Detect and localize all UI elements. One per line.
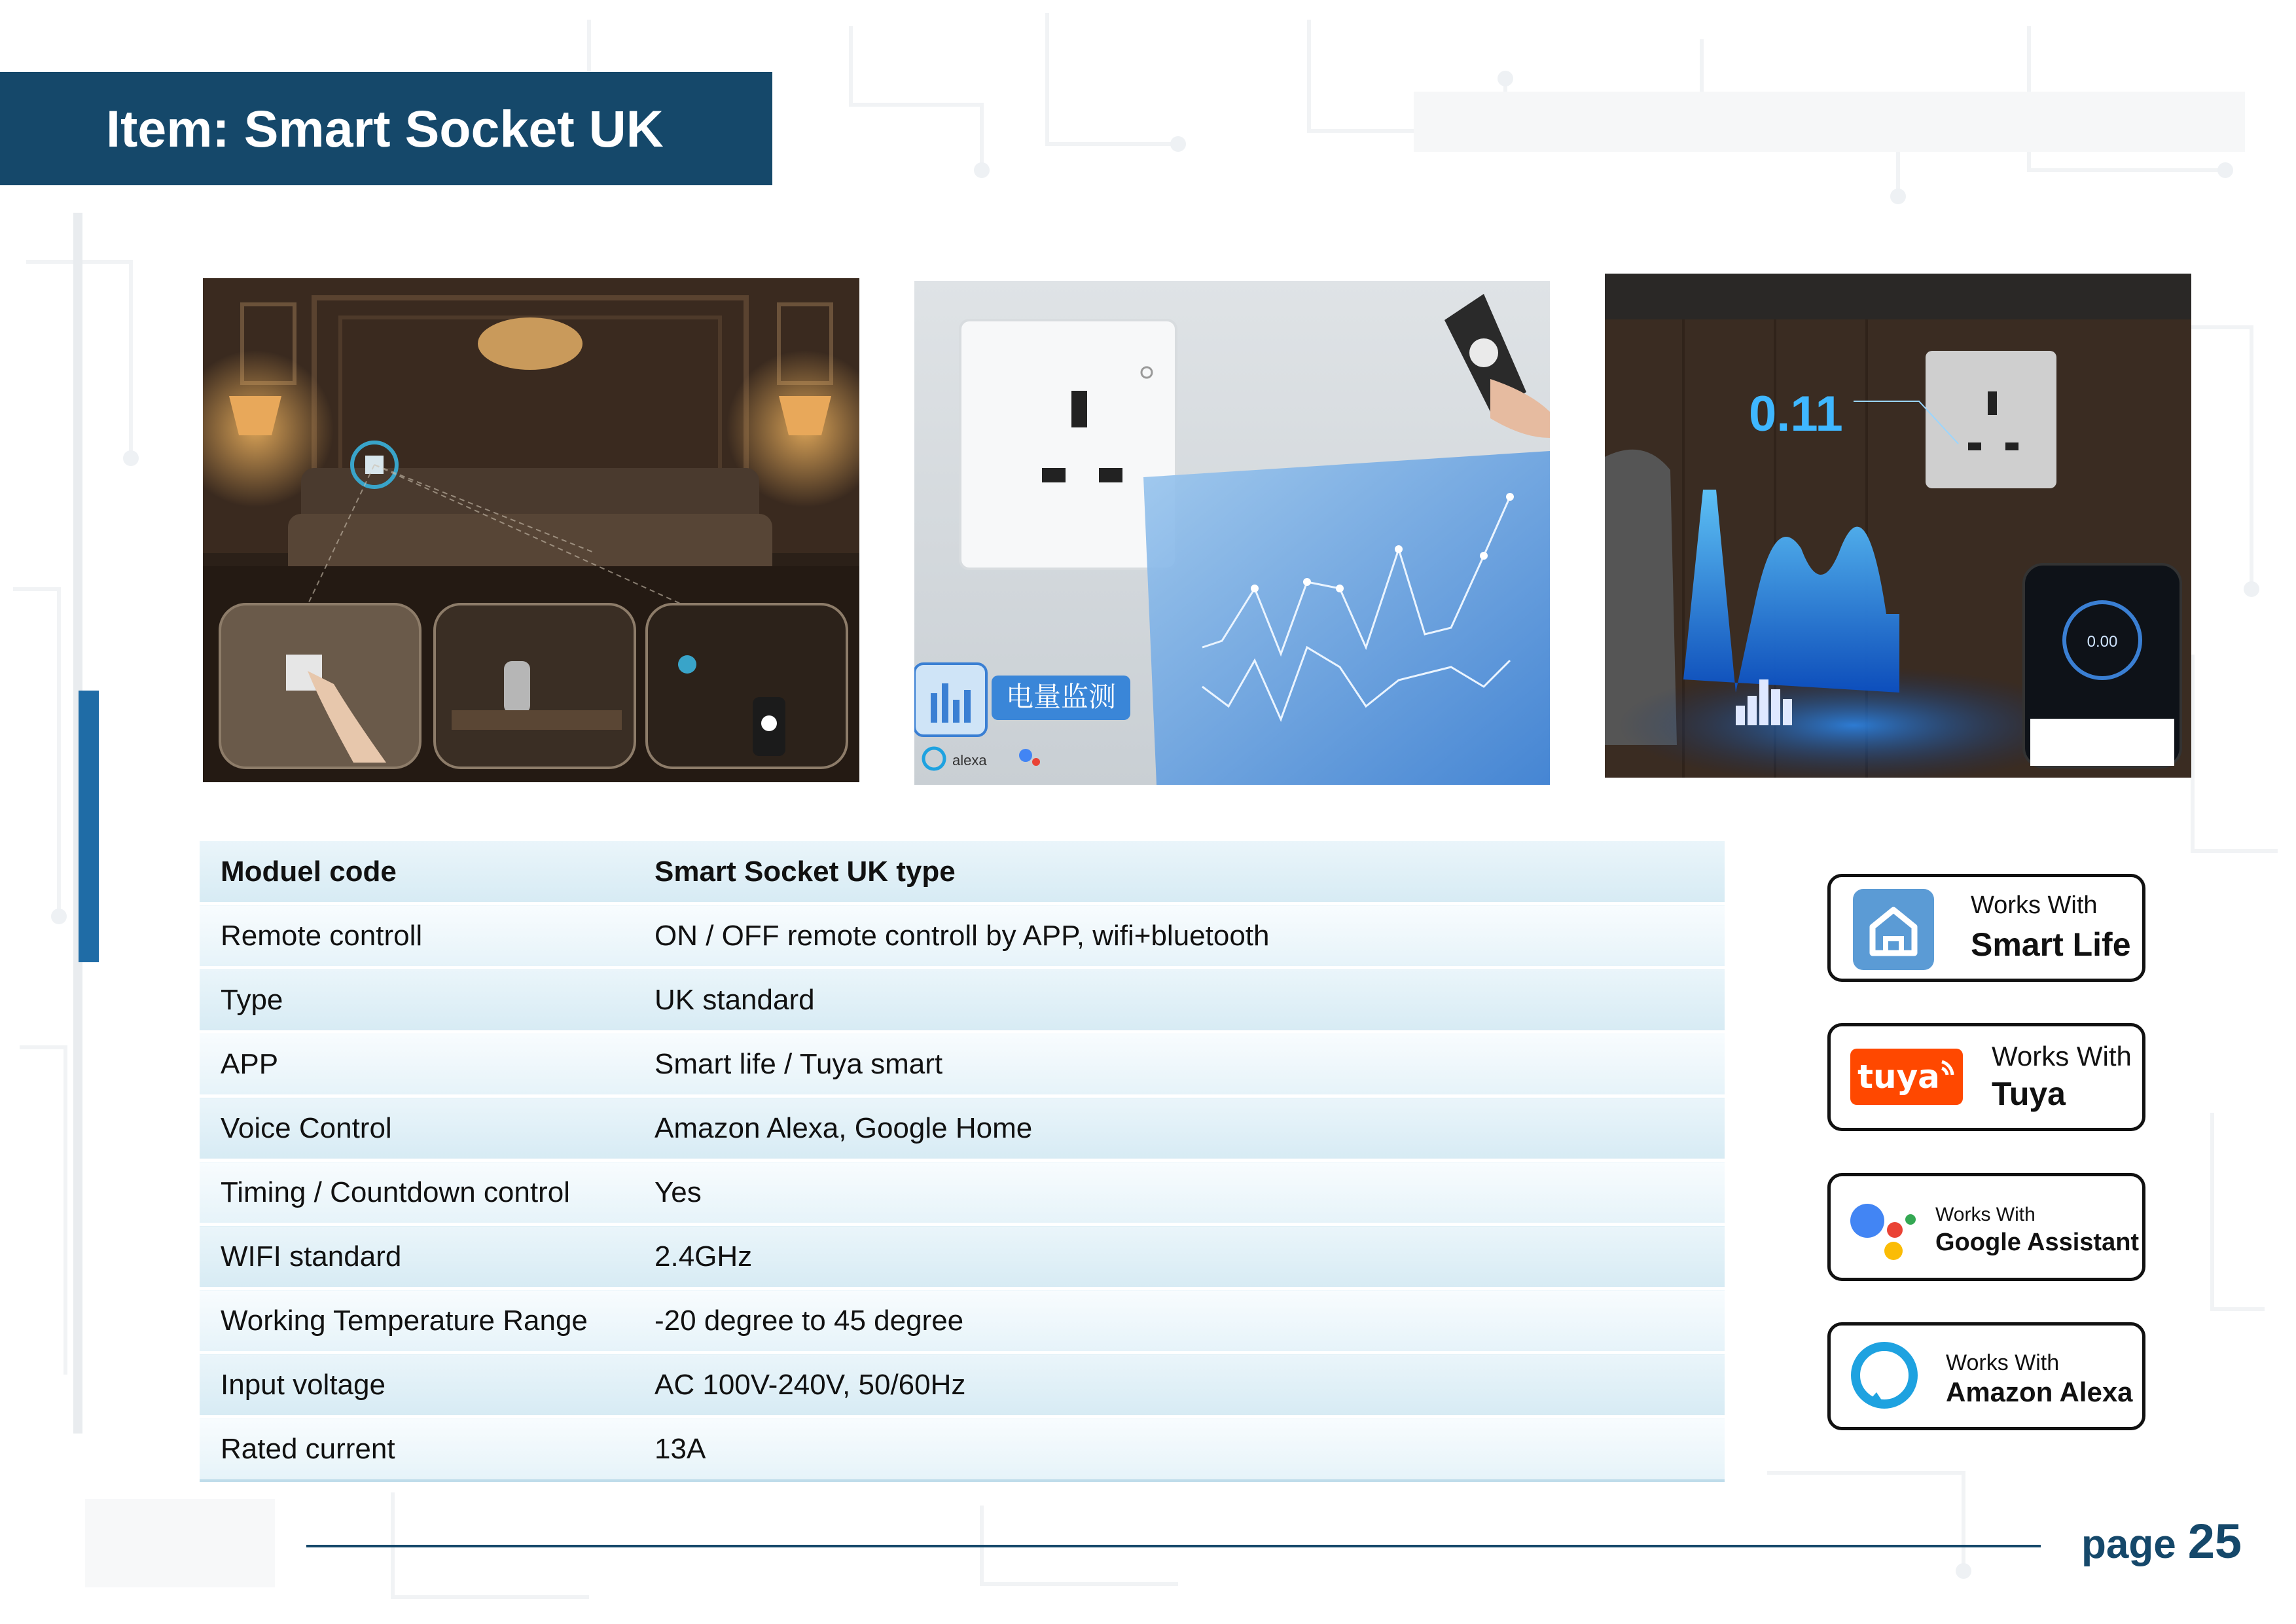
spec-value: Yes xyxy=(655,1161,1725,1225)
spec-key: Working Temperature Range xyxy=(200,1289,655,1353)
smart-life-icon xyxy=(1853,889,1934,970)
spec-value: 2.4GHz xyxy=(655,1225,1725,1289)
footer-decor xyxy=(85,1499,275,1587)
table-row xyxy=(200,1225,1725,1289)
table-row xyxy=(200,1161,1725,1225)
spec-key: Input voltage xyxy=(200,1353,655,1417)
table-row xyxy=(200,1417,1725,1481)
badge-name: Tuya xyxy=(1992,1075,2066,1112)
badge-name: Amazon Alexa xyxy=(1946,1377,2133,1407)
product-photo-energy-graph xyxy=(914,281,1550,785)
page-title: Item: Smart Socket UK xyxy=(0,72,772,185)
energy-reading: 0.11 xyxy=(1749,386,1843,442)
spec-key: Timing / Countdown control xyxy=(200,1161,655,1225)
page-label: page xyxy=(2081,1522,2176,1567)
spec-value: AC 100V-240V, 50/60Hz xyxy=(655,1353,1725,1417)
spec-value: Smart Socket UK type xyxy=(655,841,1725,904)
svg-text:alexa: alexa xyxy=(952,752,987,768)
spec-key: Remote controll xyxy=(200,904,655,968)
tuya-logo xyxy=(1850,1049,1963,1105)
badge-name: Google Assistant xyxy=(1935,1229,2140,1256)
spec-value: UK standard xyxy=(655,968,1725,1032)
svg-text:tuya: tuya xyxy=(1857,1058,1940,1096)
product-photo-energy-visual xyxy=(1605,274,2191,778)
google-assistant-icon xyxy=(1848,1196,1920,1261)
left-accent-bar xyxy=(79,691,99,962)
table-row xyxy=(200,904,1725,968)
table-row xyxy=(200,841,1725,904)
header-decor-bar xyxy=(1414,92,2245,152)
spec-value: Smart life / Tuya smart xyxy=(655,1032,1725,1096)
spec-key: WIFI standard xyxy=(200,1225,655,1289)
badge-works-with: Works With xyxy=(1946,1350,2060,1375)
energy-monitor-label: 电量监测 xyxy=(1005,681,1117,713)
works-with-tuya-badge xyxy=(1827,1023,2145,1131)
table-row xyxy=(200,968,1725,1032)
badge-works-with: Works With xyxy=(1971,892,2098,919)
spec-key: APP xyxy=(200,1032,655,1096)
page-number-value: 25 xyxy=(2187,1514,2242,1568)
page-number xyxy=(2081,1513,2242,1569)
spec-table xyxy=(200,841,1725,1482)
works-with-smart-life-badge xyxy=(1827,874,2145,982)
spec-key: Rated current xyxy=(200,1417,655,1481)
table-row xyxy=(200,1096,1725,1161)
table-row xyxy=(200,1289,1725,1353)
spec-value: 13A xyxy=(655,1417,1725,1481)
badge-name: Smart Life xyxy=(1971,926,2131,963)
spec-value: -20 degree to 45 degree xyxy=(655,1289,1725,1353)
badge-works-with: Works With xyxy=(1935,1204,2036,1225)
spec-key: Type xyxy=(200,968,655,1032)
alexa-icon xyxy=(1848,1340,1921,1413)
table-row xyxy=(200,1353,1725,1417)
spec-key: Moduel code xyxy=(200,841,655,904)
footer-rule xyxy=(306,1545,2041,1547)
spec-key: Voice Control xyxy=(200,1096,655,1161)
product-photo-living-room xyxy=(203,278,859,782)
badge-works-with: Works With xyxy=(1992,1041,2132,1072)
works-with-amazon-alexa-badge xyxy=(1827,1322,2145,1430)
table-row xyxy=(200,1032,1725,1096)
works-with-google-assistant-badge xyxy=(1827,1173,2145,1281)
spec-value: Amazon Alexa, Google Home xyxy=(655,1096,1725,1161)
svg-text:0.00: 0.00 xyxy=(2087,633,2118,651)
spec-value: ON / OFF remote controll by APP, wifi+bluetooth xyxy=(655,904,1725,968)
